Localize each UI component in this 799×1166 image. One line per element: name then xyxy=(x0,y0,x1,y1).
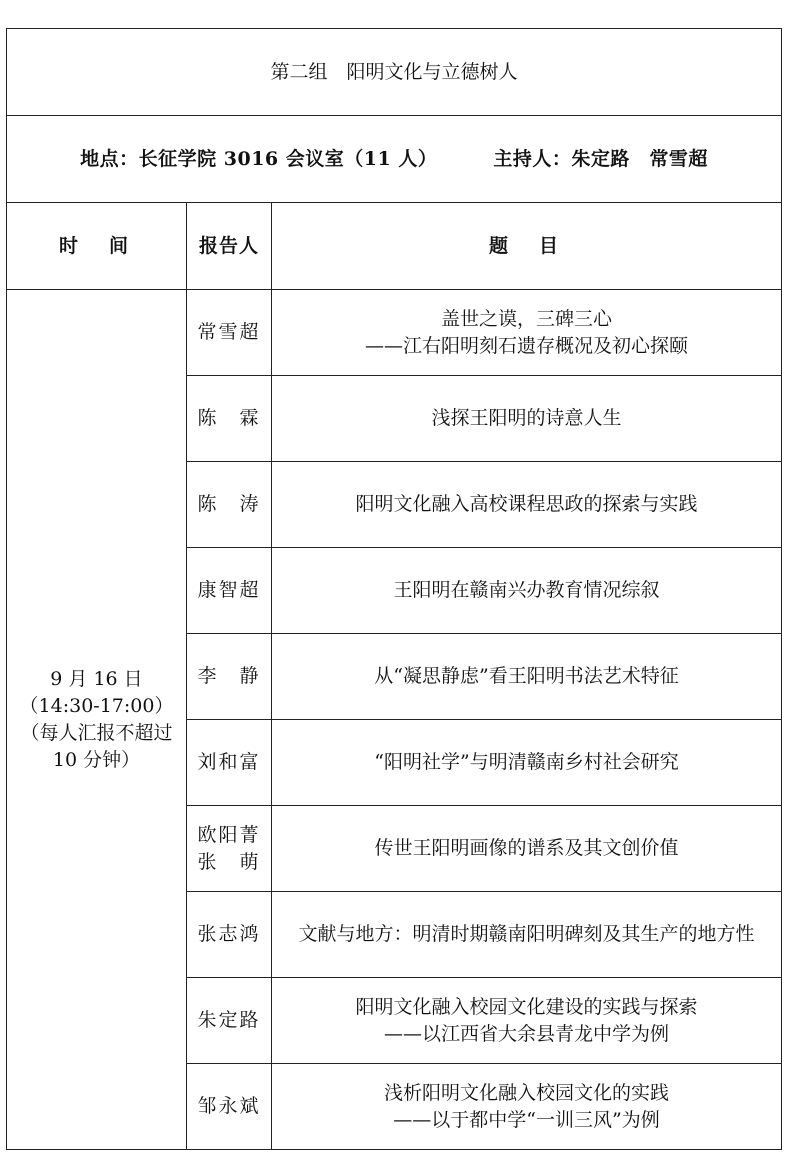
topic-cell xyxy=(272,978,782,1064)
topic-line: 阳明文化融入高校课程思政的探索与实践 xyxy=(355,493,698,515)
speaker-cell xyxy=(187,806,272,892)
topic-cell xyxy=(272,720,782,806)
topic-subline: ——江右阳明刻石遗存概况及初心探颐 xyxy=(364,334,688,357)
session-note-line1: （每人汇报不超过 xyxy=(20,721,173,744)
header-topic: 题 目 xyxy=(272,203,782,290)
topic-cell xyxy=(272,290,782,376)
speaker-cell: 常雪超 xyxy=(187,290,272,376)
schedule-table xyxy=(6,28,782,1150)
speaker-name-2: 张 萌 xyxy=(197,850,261,873)
topic-line: 从“凝思静虑”看王阳明书法艺术特征 xyxy=(374,665,679,687)
group-title: 第二组 阳明文化与立德树人 xyxy=(7,29,782,116)
topic-cell xyxy=(272,806,782,892)
header-time: 时 间 xyxy=(7,203,187,290)
session-note-line2: 10 分钟） xyxy=(52,748,141,771)
topic-subline: ——以于都中学“一训三风”为例 xyxy=(393,1108,660,1131)
header-speaker: 报告人 xyxy=(187,203,272,290)
topic-cell xyxy=(272,892,782,978)
title-row xyxy=(7,29,782,116)
speaker-name: 欧阳菁 xyxy=(197,823,261,846)
topic-line: “阳明社学”与明清赣南乡村社会研究 xyxy=(374,751,679,773)
topic-cell xyxy=(272,462,782,548)
topic-subline: ——以江西省大余县青龙中学为例 xyxy=(383,1022,669,1045)
topic-line: 文献与地方：明清时期赣南阳明碑刻及其生产的地方性 xyxy=(298,923,755,945)
time-cell xyxy=(7,290,187,1150)
topic-line: 阳明文化融入校园文化建设的实践与探索 xyxy=(355,995,698,1018)
topic-cell xyxy=(272,1064,782,1150)
speaker-cell: 邹永斌 xyxy=(187,1064,272,1150)
table-row xyxy=(7,290,782,376)
speaker-cell: 刘和富 xyxy=(187,720,272,806)
session-hours: （14:30-17:00） xyxy=(19,694,174,717)
speaker-cell: 李 静 xyxy=(187,634,272,720)
speaker-cell: 朱定路 xyxy=(187,978,272,1064)
topic-cell xyxy=(272,548,782,634)
header-row xyxy=(7,203,782,290)
topic-line: 浅析阳明文化融入校园文化的实践 xyxy=(383,1081,669,1104)
venue-location: 地点：长征学院 3016 会议室（11 人） xyxy=(80,147,438,170)
speaker-cell: 陈 霖 xyxy=(187,376,272,462)
venue-host: 主持人：朱定路 常雪超 xyxy=(493,147,708,170)
session-date: 9 月 16 日 xyxy=(50,667,143,690)
topic-line: 王阳明在赣南兴办教育情况综叙 xyxy=(393,579,660,601)
speaker-cell: 康智超 xyxy=(187,548,272,634)
topic-line: 盖世之谟，三碑三心 xyxy=(440,307,612,330)
speaker-cell: 张志鸿 xyxy=(187,892,272,978)
topic-cell xyxy=(272,376,782,462)
venue-info xyxy=(7,116,782,203)
venue-row xyxy=(7,116,782,203)
topic-line: 浅探王阳明的诗意人生 xyxy=(431,407,622,429)
topic-line: 传世王阳明画像的谱系及其文创价值 xyxy=(374,837,679,859)
topic-cell xyxy=(272,634,782,720)
speaker-cell: 陈 涛 xyxy=(187,462,272,548)
